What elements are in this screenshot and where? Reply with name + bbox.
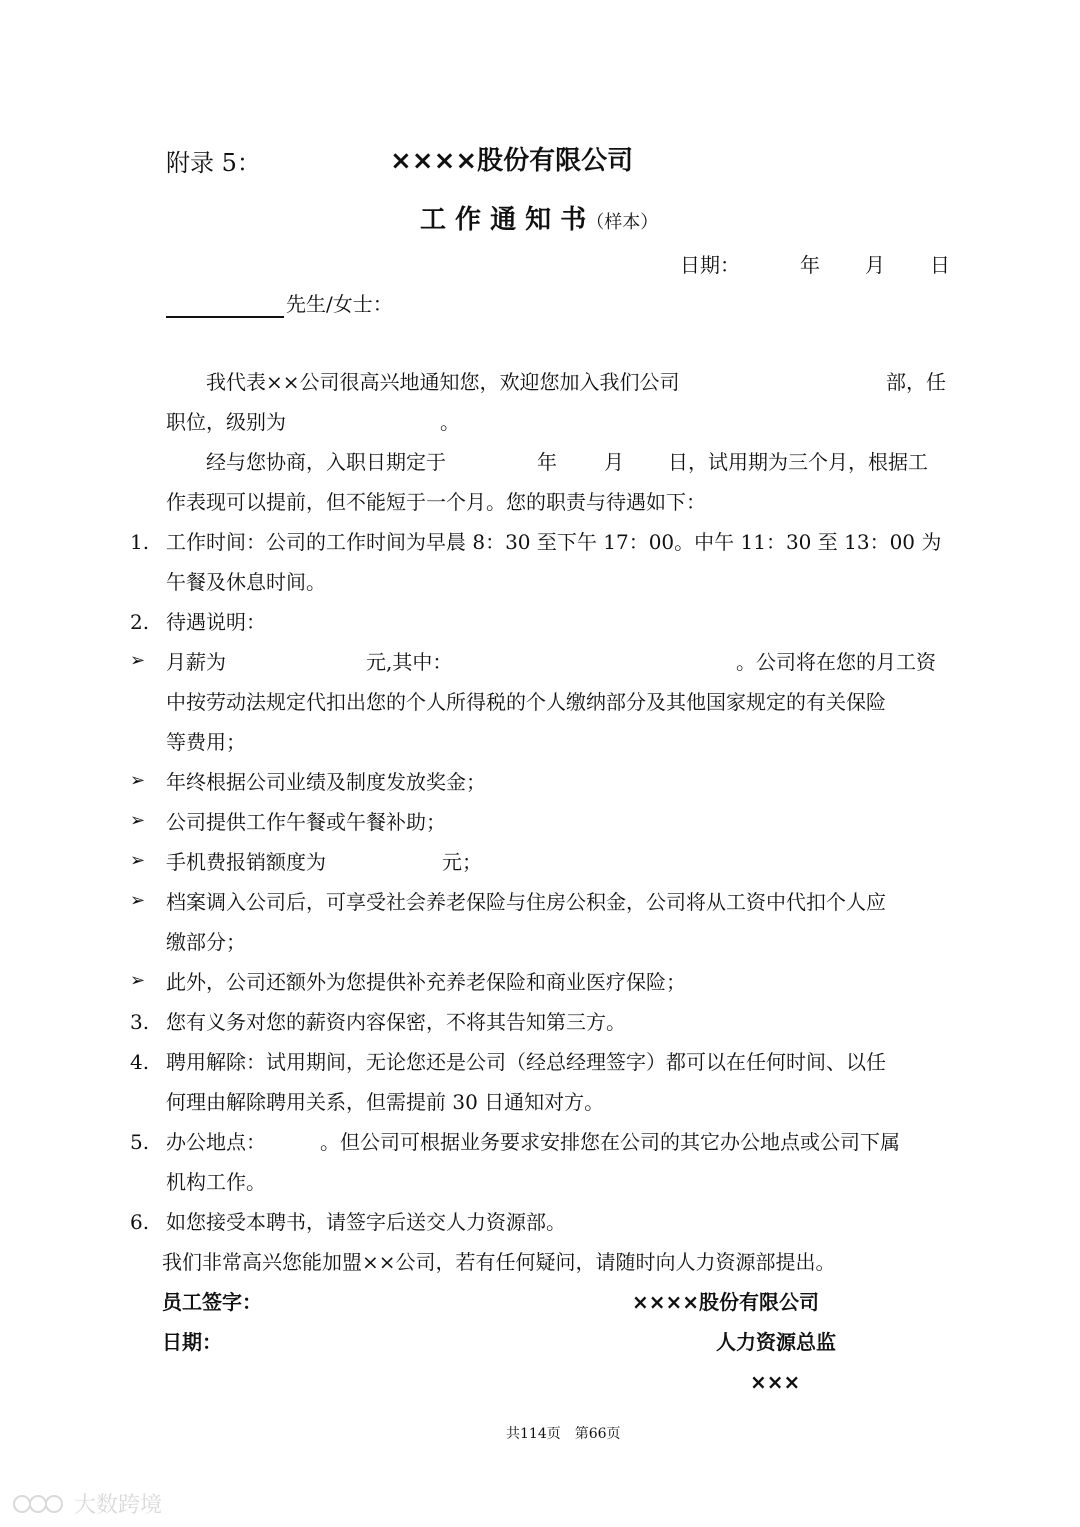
company-name-heading: ××××股份有限公司 [390,146,634,176]
item-5-b: 。但公司可根据业务要求安排您在公司的其它办公地点或公司下属 [320,1130,900,1154]
item-4-line-2: 何理由解除聘用关系，但需提前 30 日通知对方。 [166,1090,605,1114]
intro-p2-c: 作表现可以提前，但不能短于一个月。您的职责与待遇如下： [166,490,706,514]
intro-p1-b: 部，任 [886,370,946,394]
item-number-3: 3. [130,1010,150,1034]
bullet-1-b: 元,其中： [366,650,453,674]
intro-p1-a: 我代表××公司很高兴地通知您，欢迎您加入我们公司 [206,370,680,394]
intro-p2-day: 日，试用期为三个月，根据工 [668,450,928,474]
document-title [420,204,658,236]
bullet-5-line-2: 缴部分； [166,930,246,954]
item-3: 您有义务对您的薪资内容保密，不将其告知第三方。 [166,1010,626,1034]
date-day: 日 [930,253,950,277]
appendix-label: 附录 5： [166,149,261,177]
item-number-1: 1. [130,530,150,554]
hr-director-title: 人力资源总监 [716,1330,836,1354]
bullet-1-c: 。公司将在您的月工资 [736,650,936,674]
item-6: 如您接受本聘书，请签字后送交人力资源部。 [166,1210,566,1234]
bullet-2: 年终根据公司业绩及制度发放奖金； [166,770,486,794]
watermark-logo-icon [12,1493,68,1515]
signature-company: ××××股份有限公司 [632,1290,820,1314]
bullet-1-line-2: 中按劳动法规定代扣出您的个人所得税的个人缴纳部分及其他国家规定的有关保险 [166,690,886,714]
title-text: 工 作 通 知 书 [420,205,587,235]
item-5-line-2: 机构工作。 [166,1170,266,1194]
intro-p1-d: 。 [440,410,460,434]
watermark [12,1488,162,1519]
item-4-line-1: 聘用解除：试用期间，无论您还是公司（经总经理签字）都可以在任何时间、以任 [166,1050,886,1074]
bullet-4-b: 元； [442,850,482,874]
item-1-line-1: 工作时间：公司的工作时间为早晨 8：30 至下午 17：00。中午 11：30 至 13：00 为 [166,530,942,554]
bullet-3: 公司提供工作午餐或午餐补助； [166,810,446,834]
item-number-5: 5. [130,1130,150,1154]
watermark-text: 大数跨境 [74,1493,163,1518]
arrow-bullet-icon: ➢ [130,810,146,831]
bullet-6: 此外，公司还额外为您提供补充养老保险和商业医疗保险； [166,970,686,994]
hr-director-name: ××× [750,1370,801,1394]
intro-p2-a: 经与您协商，入职日期定于 [206,450,446,474]
item-5-a: 办公地点： [166,1130,266,1154]
signature-date-label: 日期： [162,1330,222,1354]
title-suffix: （样本） [586,212,659,233]
arrow-bullet-icon: ➢ [130,850,146,871]
date-label: 日期： [680,253,740,277]
salutation-text: 先生/女士： [286,292,393,316]
salutation [166,290,393,318]
intro-p1-c: 职位，级别为 [166,410,286,434]
item-1-line-2: 午餐及休息时间。 [166,570,326,594]
item-number-4: 4. [130,1050,150,1074]
item-number-6: 6. [130,1210,150,1234]
arrow-bullet-icon: ➢ [130,970,146,991]
intro-p2-month: 月 [604,450,624,474]
date-month: 月 [865,253,885,277]
arrow-bullet-icon: ➢ [130,650,146,671]
name-blank [166,296,284,318]
bullet-1-line-3: 等费用； [166,730,246,754]
arrow-bullet-icon: ➢ [130,890,146,911]
bullet-1-a: 月薪为 [166,650,226,674]
bullet-5-line-1: 档案调入公司后，可享受社会养老保险与住房公积金，公司将从工资中代扣个人应 [166,890,886,914]
item-2: 待遇说明： [166,610,266,634]
page-info: 共114页 第66页 [506,1426,621,1442]
arrow-bullet-icon: ➢ [130,770,146,791]
bullet-4-a: 手机费报销额度为 [166,850,326,874]
intro-p2-year: 年 [537,450,557,474]
date-year: 年 [800,253,820,277]
item-number-2: 2. [130,610,150,634]
closing-text: 我们非常高兴您能加盟××公司，若有任何疑问，请随时向人力资源部提出。 [162,1250,836,1274]
employee-signature-label: 员工签字： [162,1290,262,1314]
